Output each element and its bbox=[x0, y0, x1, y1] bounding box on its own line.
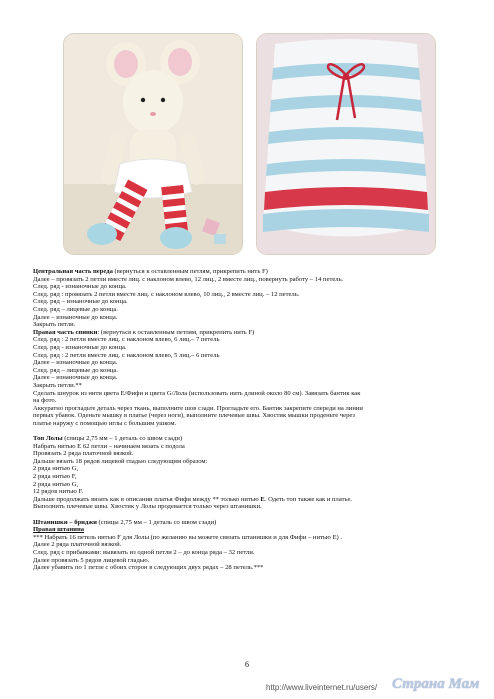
section-pants-subtitle: Правая штанина bbox=[33, 526, 85, 534]
section-front-center-heading: Центральная часть переда (вернуться к оставленным петлям, прикрепить нить F) bbox=[33, 268, 268, 275]
text-line: 2 ряда нитью G, bbox=[33, 465, 79, 473]
photo-knitted-mouse bbox=[64, 34, 242, 254]
page-number: 6 bbox=[245, 660, 249, 669]
text-line: След. ряд : провязать 2 петли вместе лиц. с наклоном влево, 10 лиц., 2 вместе лиц. – 12 петель. bbox=[33, 290, 300, 298]
photo-knitted-detail bbox=[257, 34, 435, 254]
text-line: След. ряд – изнаночные до конца. bbox=[33, 298, 128, 306]
section-lola-top-heading: Топ Лолы (спицы 2,75 мм – 1 деталь со швом сзади) bbox=[33, 435, 183, 443]
text-line: *** Набрать 16 петель нитью F для Лолы (по желанию вы можете связать штанишки и для Фифи – нитью E) . bbox=[33, 533, 342, 541]
text-line: Далее 2 ряда платочной вязкой. bbox=[33, 541, 122, 549]
text-line: Дальше вязать 18 рядов лицевой гладью следующим образом: bbox=[33, 457, 208, 465]
spacer bbox=[33, 427, 473, 435]
text-line: След. ряд : 2 петли вместе лиц. с наклоном влево, 5 лиц.– 6 петель bbox=[33, 351, 220, 359]
text-line: Дальше продолжать вязать как в описании платья Фифи между ** только нитью E. Одеть топ также как и платье. bbox=[33, 495, 353, 503]
text-line: Далее – изнаночные до конца. bbox=[33, 359, 118, 367]
text-line: Закрыть петли. bbox=[33, 321, 76, 329]
text-line: 2 ряда нитью G, bbox=[33, 480, 79, 488]
section-back-right-heading: Правая часть спинки: (вернуться к оставленным петлям, прикрепить нить F) bbox=[33, 328, 255, 336]
text-line: Далее – провязать 2 петли вместе лиц. с наклоном влево, 12 лиц., 2 вместе лиц., повернуть работу – 14 петель. bbox=[33, 275, 344, 283]
pattern-text bbox=[33, 268, 473, 572]
text-line: Далее убавить по 1 петле с обоих сторон в следующих двух рядах – 28 петель.*** bbox=[33, 564, 264, 572]
text-line: Выполнить плечевые швы. Хвостик у Лолы продевается только через штанишки. bbox=[33, 503, 262, 511]
text-line: первых убавок. Оденьте мышку в платье (через ноги), выполните плечевые швы. Хвостик мышки проденьте через bbox=[33, 412, 355, 420]
text-line: След. ряд с прибавками: вывязать из одной петли 2 – до конца ряда – 32 петли. bbox=[33, 548, 255, 556]
spacer bbox=[33, 511, 473, 519]
text-line: на фото. bbox=[33, 397, 57, 405]
footer-logo: Страна Мам bbox=[392, 676, 480, 692]
text-line: Далее – изнаночные до конца. bbox=[33, 374, 118, 382]
text-line: Закрыть петли.** bbox=[33, 381, 82, 389]
text-line: Набрать нитью E 62 петли – начинаем вязать с подола bbox=[33, 442, 185, 450]
text-line: След. ряд - изнаночные до конца. bbox=[33, 283, 127, 291]
text-line: Далее – изнаночные до конца. bbox=[33, 313, 118, 321]
footer-url: http://www.liveinternet.ru/users/ bbox=[266, 683, 378, 692]
text-line: След. ряд – лицевые до конца. bbox=[33, 305, 118, 313]
text-line: Аккуратно прогладьте деталь через ткань, выполните шов сзади. Прогладьте его. Бантик закрепите спереди на линии bbox=[33, 404, 363, 412]
text-line: 12 рядов нитью F. bbox=[33, 488, 84, 496]
text-line: След. ряд - изнаночные до конца. bbox=[33, 343, 127, 351]
knitted-detail-image bbox=[257, 34, 435, 254]
text-line: Провязать 2 ряда платочной вязкой. bbox=[33, 450, 134, 458]
text-line: След. ряд : 2 петли вместе лиц. с наклоном влево, 6 лиц.– 7 петель bbox=[33, 336, 220, 344]
text-line: Далее провязать 5 рядов лицевой гладью. bbox=[33, 556, 150, 564]
text-line: Сделать шнурок из нити цвета E/Фифи и цвета G/Лола (использовать нить длиной около 80 см). Завязать бантик как bbox=[33, 389, 361, 397]
text-line: платье наружу с помощью иглы с большим ушком. bbox=[33, 419, 177, 427]
mouse-doll-image bbox=[64, 34, 242, 254]
text-line: 2 ряда нитью F, bbox=[33, 473, 77, 481]
section-pants-heading: Штанишки – бриджи (спицы 2,75 мм – 1 деталь со швом сзади) bbox=[33, 518, 217, 526]
text-line: След. ряд – лицевые до конца. bbox=[33, 366, 118, 374]
